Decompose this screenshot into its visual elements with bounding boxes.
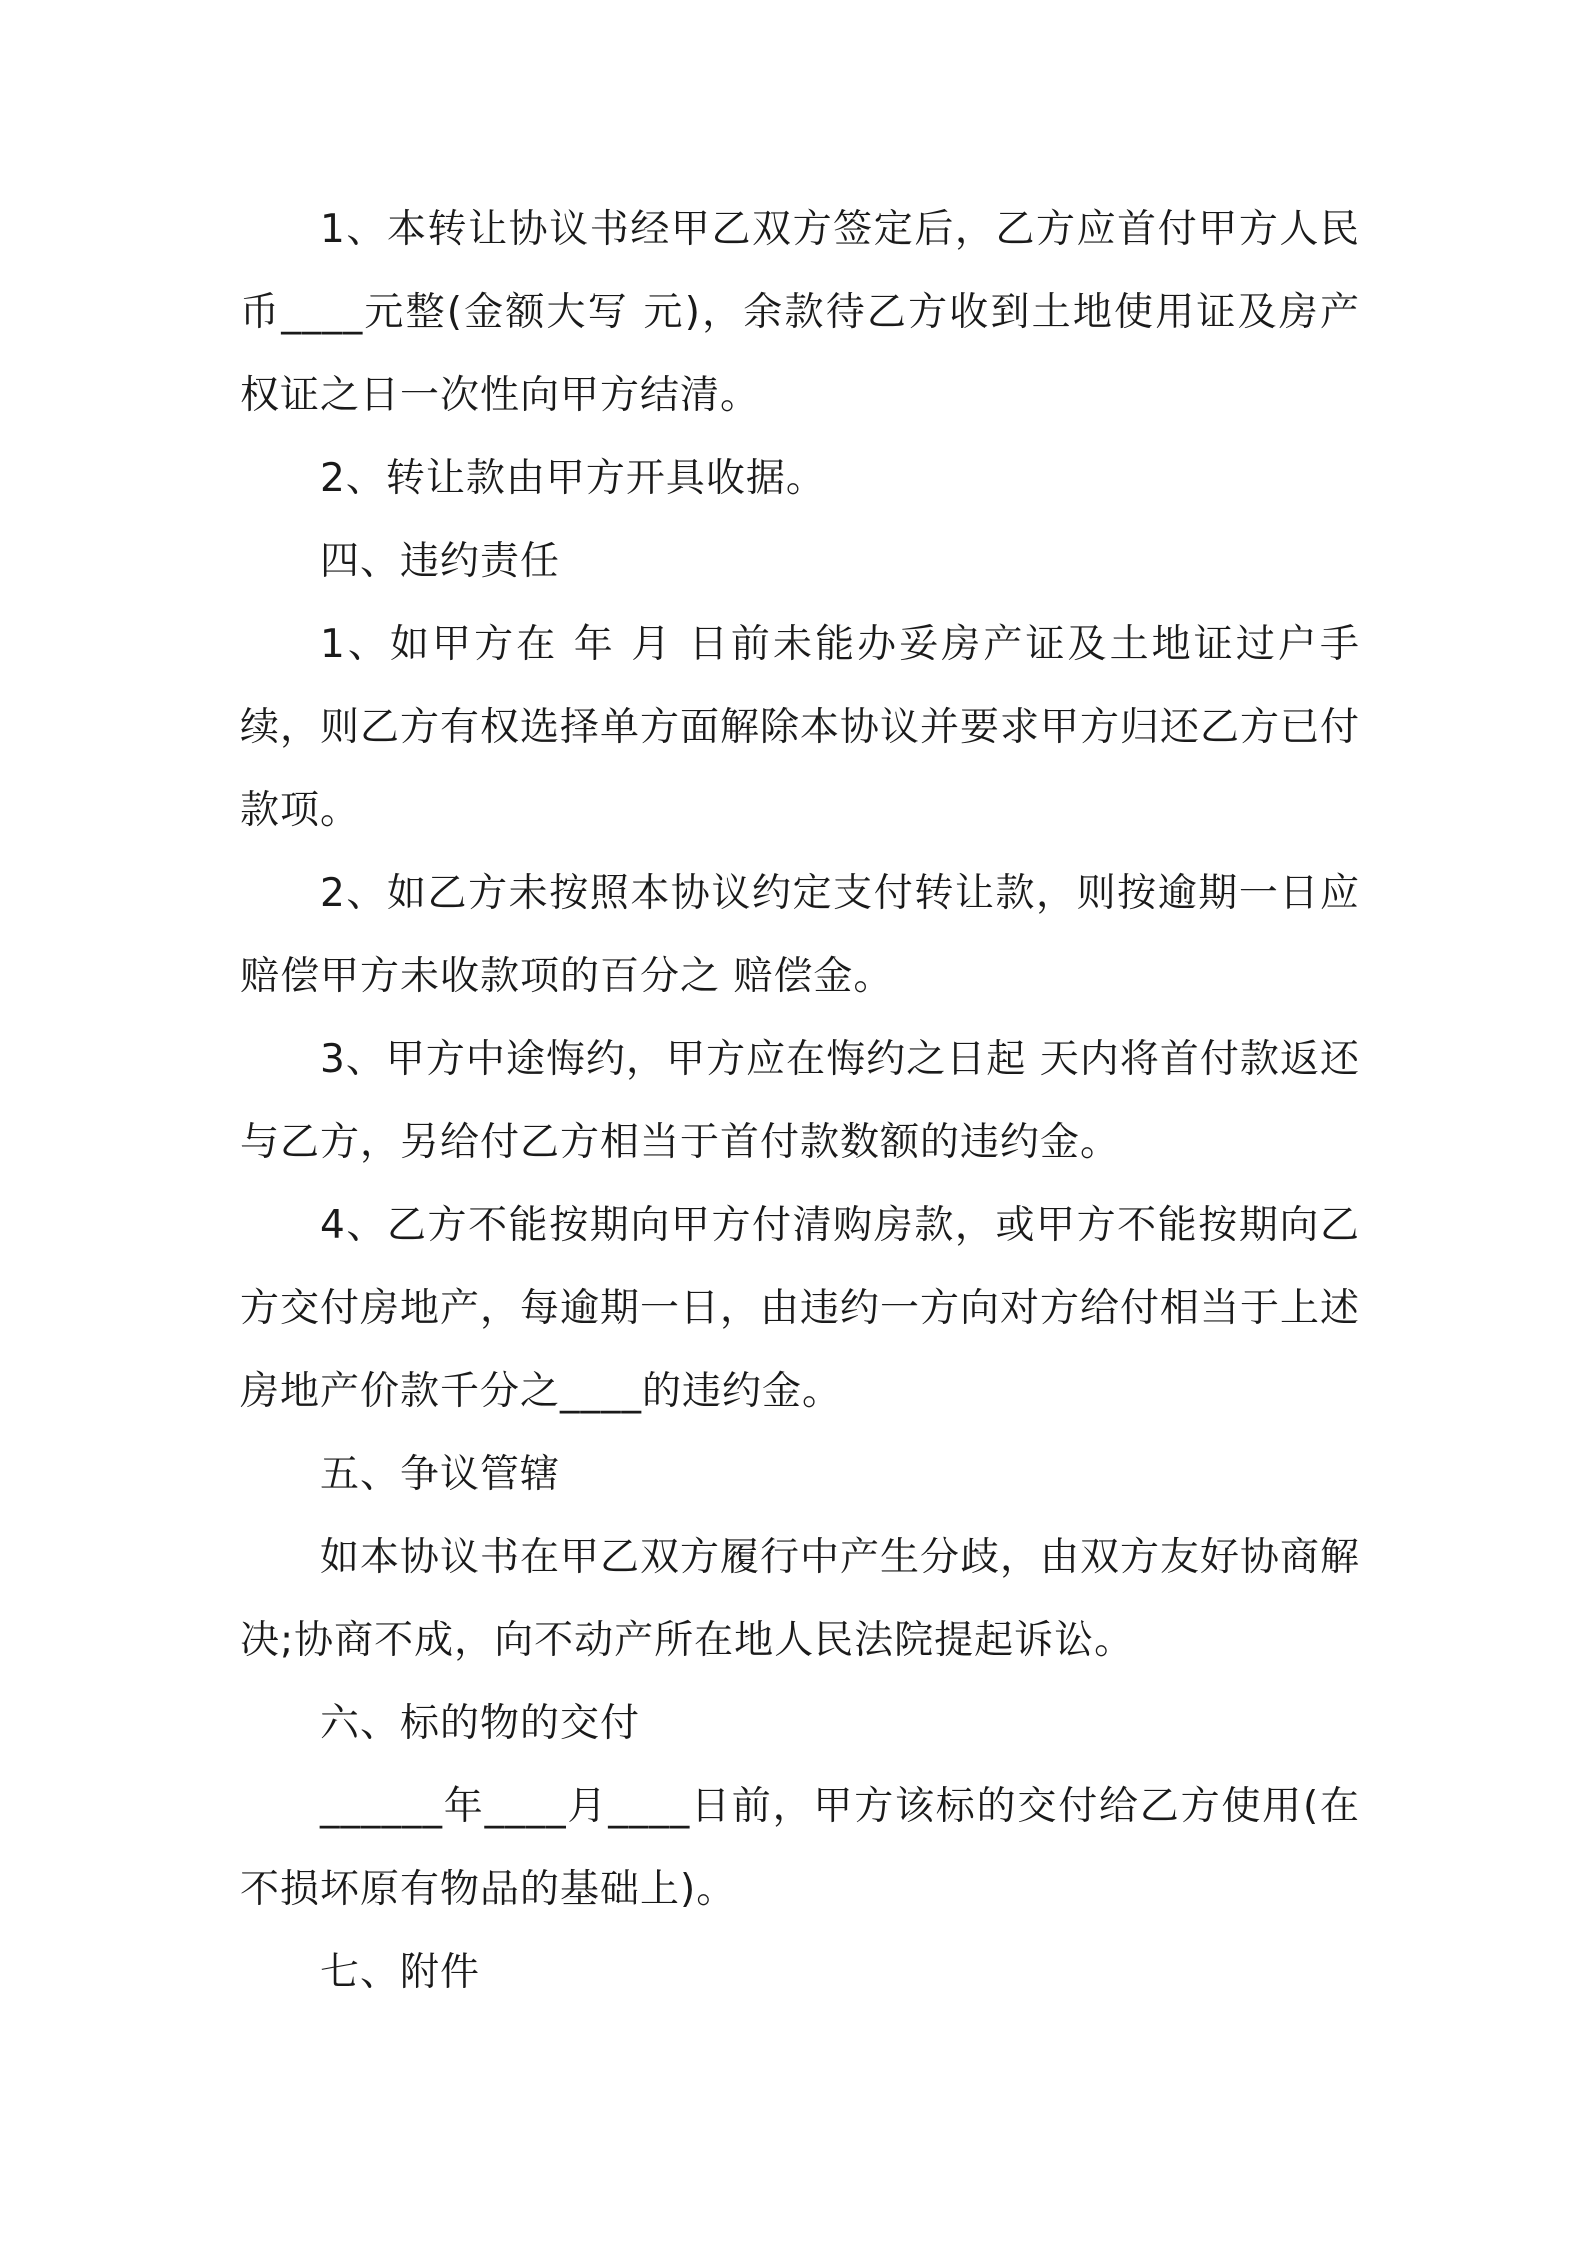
section-heading-attachments: 七、附件 [320,1950,481,1995]
section-heading-dispute: 五、争议管辖 [320,1452,561,1497]
clause-breach-3: 3、甲方中途悔约，甲方应在悔约之日起 天内将首付款返还与乙方，另给付乙方相当于首付款数额的违约金。 [240,1037,1360,1165]
clause-delivery: ______年____月____日前，甲方该标的交付给乙方使用(在不损坏原有物品的基础上)。 [240,1784,1360,1912]
section-heading-breach: 四、违约责任 [320,539,561,584]
section-heading-delivery: 六、标的物的交付 [320,1701,641,1746]
clause-breach-2: 2、如乙方未按照本协议约定支付转让款，则按逾期一日应赔偿甲方未收款项的百分之 赔偿金。 [240,871,1360,999]
clause-dispute: 如本协议书在甲乙双方履行中产生分歧，由双方友好协商解决;协商不成，向不动产所在地人民法院提起诉讼。 [240,1535,1361,1663]
clause-payment-first: 1、本转让协议书经甲乙双方签定后，乙方应首付甲方人民币____元整(金额大写 元)，余款待乙方收到土地使用证及房产权证之日一次性向甲方结清。 [240,207,1360,418]
clause-payment-receipt: 2、转让款由甲方开具收据。 [320,456,826,501]
document-body [240,188,1360,2014]
clause-breach-1: 1、如甲方在 年 月 日前未能办妥房产证及土地证过户手续，则乙方有权选择单方面解除本协议并要求甲方归还乙方已付款项。 [240,622,1361,833]
clause-breach-4: 4、乙方不能按期向甲方付清购房款，或甲方不能按期向乙方交付房地产，每逾期一日，由违约一方向对方给付相当于上述房地产价款千分之____的违约金。 [240,1203,1361,1414]
